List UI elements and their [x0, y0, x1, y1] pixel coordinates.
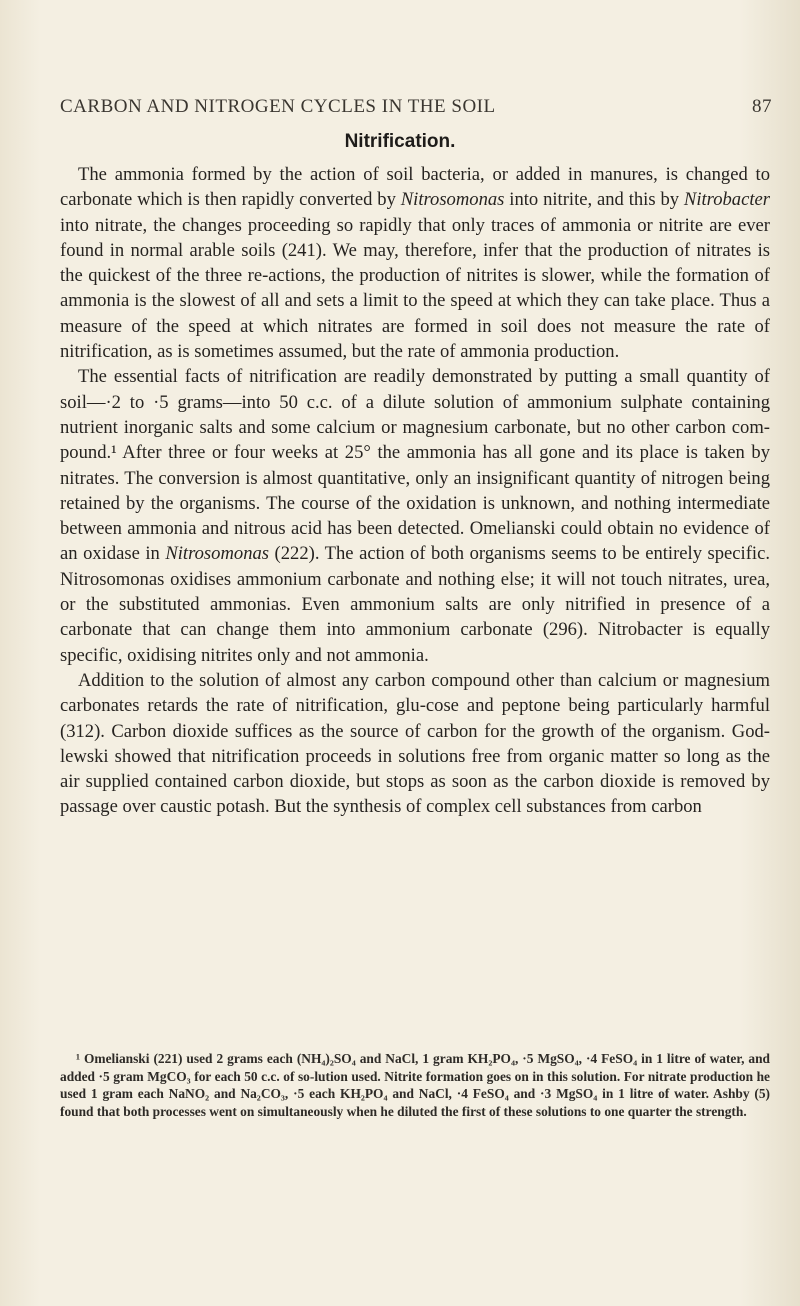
body-text — [60, 162, 770, 820]
running-title: CARBON AND NITROGEN CYCLES IN THE SOIL — [60, 96, 496, 117]
footnote-text: ¹ Omelianski (221) used 2 grams each (NH₄)₂SO₄ and NaCl, 1 gram KH₂PO₄, ·5 MgSO₄, ·4 FeSO₄ in 1 litre of water, and added ·5 gram MgCO₃ for each 50 c.c. of so-lution used. Nitrite formation goes on in this solution. For nitrate production he used 1 gram each NaNO₂ and Na₂CO₃, ·5 each KH₂PO₄ and NaCl, ·4 FeSO₄ and ·3 MgSO₄ in 1 litre of water. Ashby (5) found that both processes went on simultaneously when he diluted the first of these solutions to one quarter the strength. — [60, 1051, 770, 1119]
footnote — [60, 1050, 770, 1120]
section-heading: Nitrification. — [344, 131, 456, 152]
paragraph-3: Addition to the solution of almost any carbon compound other than calcium or magnesium carbonates retards the rate of nitrification, glu-cose and peptone being particularly harmful (312). Carbon dioxide suffices as the source of carbon for the growth of the organism. God-lewski showed that nitrification proceeds in solutions free from organic matter so long as the air supplied contained carbon dioxide, but stops as soon as the carbon dioxide is removed by passage over caustic potash. But the synthesis of complex cell substances from carbon — [60, 669, 770, 818]
paragraph-1: The ammonia formed by the action of soil bacteria, or added in manures, is changed to carbonate which is then rapidly converted by Nitrosomonas into nitrite, and this by Nitrobacter into nitrate, the changes proceeding so rapidly that only traces of ammonia or nitrite are ever found in normal arable soils (241). We may, therefore, infer that the production of nitrates is the quickest of the three re-actions, the production of nitrites is slower, while the formation of ammonia is the slowest of all and sets a limit to the speed at which they can take place. Thus a measure of the speed at which nitrates are formed in soil does not measure the rate of nitrification, as is sometimes assumed, but the rate of ammonia production. — [60, 164, 770, 363]
page-number: 87 — [752, 96, 772, 117]
paragraph-2: The essential facts of nitrification are readily demonstrated by putting a small quantity of soil—·2 to ·5 grams—into 50 c.c. of a dilute solution of ammonium sulphate containing nutrient inorganic salts and some calcium or magnesium carbonate, but no other carbon com-pound.¹ After three or four weeks at 25° the ammonia has all gone and its place is taken by nitrates. The conversion is almost quantitative, only an insignificant quantity of nitrogen being retained by the organisms. The course of the oxidation is unknown, and nothing intermediate between ammonia and nitrous acid has been detected. Omelianski could obtain no evidence of an oxidase in Nitrosomonas (222). The action of both organisms seems to be entirely specific. Nitrosomonas oxidises ammonium carbonate and nothing else; it will not touch nitrates, urea, or the substituted ammonias. Even ammonium salts are only nitrified in presence of a carbonate that can change them into ammonium carbonate (296). Nitrobacter is equally specific, oxidising nitrites only and not ammonia. — [60, 366, 770, 666]
